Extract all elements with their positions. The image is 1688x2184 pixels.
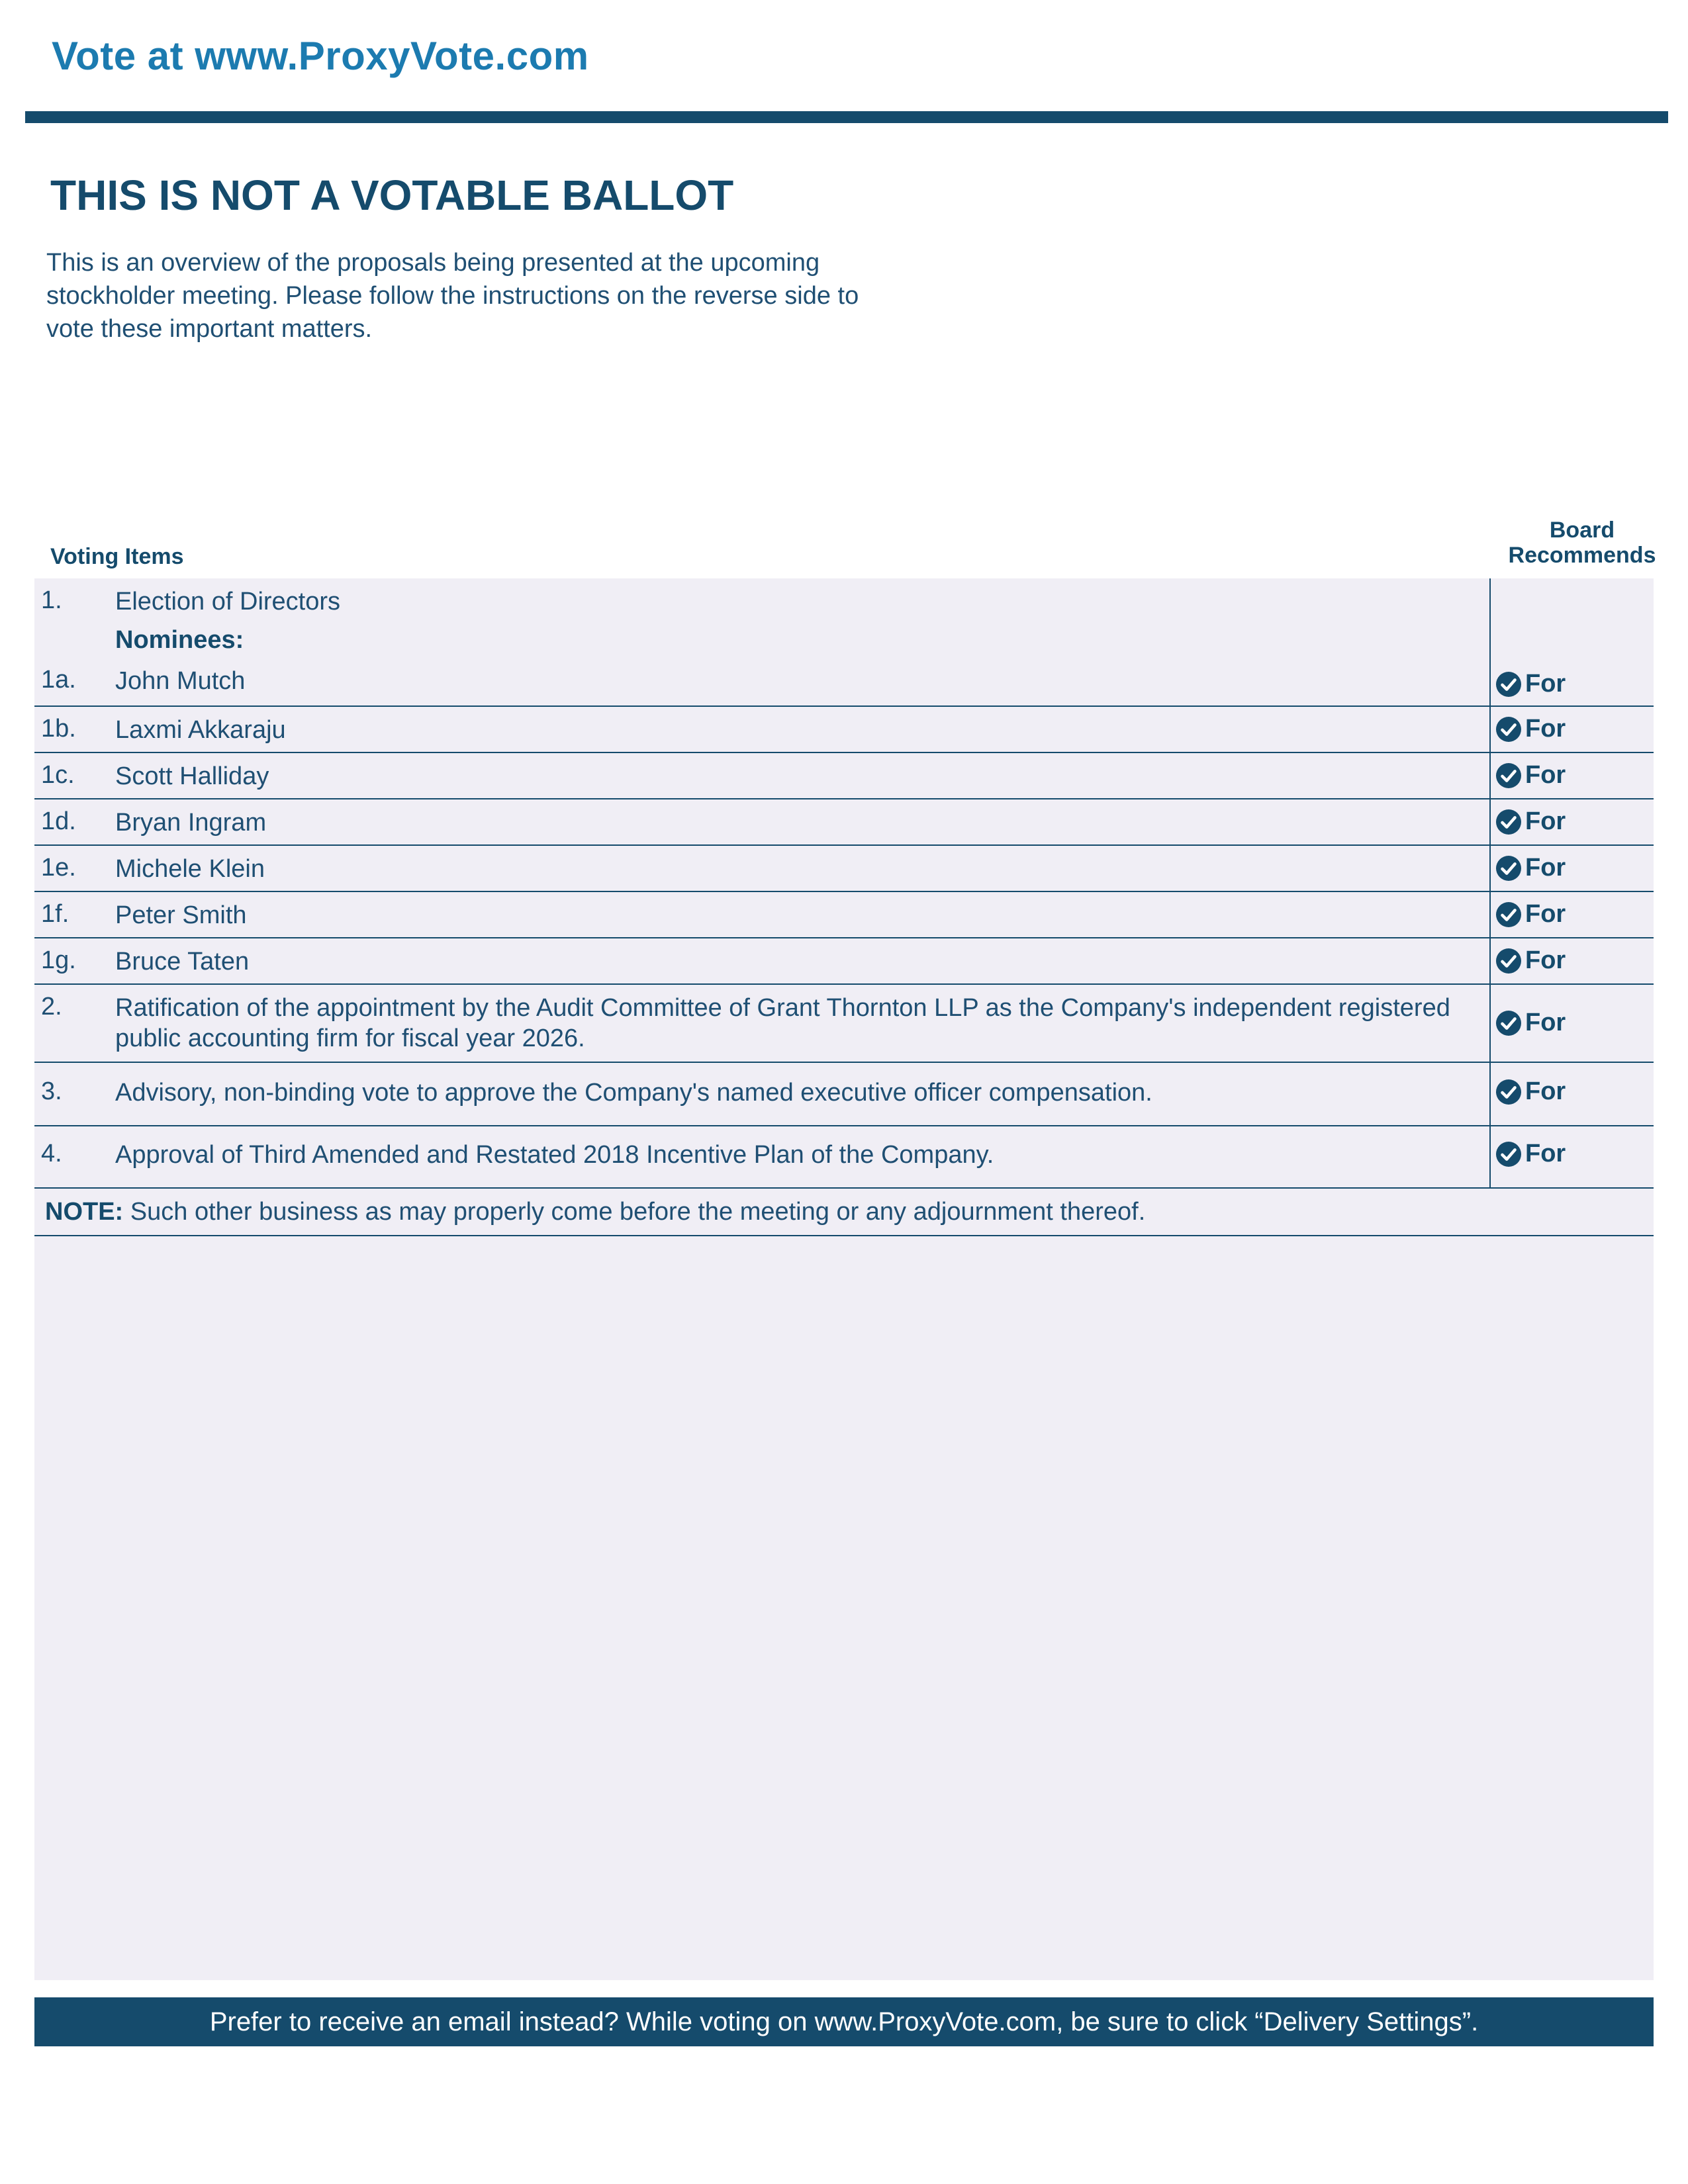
item-text: Bryan Ingram	[115, 809, 267, 837]
recommendation: For	[1496, 670, 1566, 698]
board-recommends-header	[1483, 518, 1681, 568]
item-text: John Mutch	[115, 667, 246, 695]
item-text: Peter Smith	[115, 901, 247, 929]
item-text: Approval of Third Amended and Restated 2018 Incentive Plan of the Company.	[115, 1141, 994, 1169]
check-circle-icon	[1496, 1142, 1521, 1167]
item-number: 1g.	[41, 946, 76, 974]
item-text: Laxmi Akkaraju	[115, 716, 286, 744]
item-number: 1c.	[41, 761, 75, 789]
check-circle-icon	[1496, 1011, 1521, 1036]
recommendation: For	[1496, 1009, 1566, 1037]
item-number: 1f.	[41, 900, 70, 928]
check-circle-icon	[1496, 1079, 1521, 1105]
item-number: 1a.	[41, 666, 76, 694]
recommendation: For	[1496, 900, 1566, 929]
item-text: Scott Halliday	[115, 762, 269, 790]
check-circle-icon	[1496, 948, 1521, 974]
row-divider	[34, 1125, 1654, 1126]
nominees-label: Nominees:	[115, 626, 244, 654]
note-divider	[34, 1235, 1654, 1236]
item-number: 1d.	[41, 807, 76, 835]
item-text: Ratification of the appointment by the Audit Committee of Grant Thornton LLP as the Company's independent registered public accounting firm for fiscal year 2026.	[115, 994, 1450, 1052]
item-text: Bruce Taten	[115, 948, 250, 976]
item-number: 2.	[41, 993, 62, 1021]
note-label: NOTE:	[45, 1198, 124, 1226]
item-number: 1.	[41, 586, 62, 614]
row-divider	[34, 1187, 1654, 1189]
row-divider	[34, 937, 1654, 938]
column-divider	[1489, 578, 1491, 1189]
recommendation: For	[1496, 946, 1566, 975]
recommendation: For	[1496, 715, 1566, 743]
item-number: 4.	[41, 1140, 62, 1167]
check-circle-icon	[1496, 902, 1521, 927]
item-text: Election of Directors	[115, 588, 341, 615]
note-body: Such other business as may properly come before the meeting or any adjournment thereof.	[123, 1198, 1146, 1226]
check-circle-icon	[1496, 717, 1521, 742]
check-circle-icon	[1496, 672, 1521, 697]
header-rule	[25, 111, 1668, 123]
item-number: 1b.	[41, 715, 76, 743]
note-text	[45, 1198, 1145, 1226]
footer-banner	[34, 1997, 1654, 2046]
item-text: Advisory, non-binding vote to approve the Company's named executive officer compensation.	[115, 1079, 1152, 1107]
recommends-label: Recommends	[1508, 543, 1656, 568]
item-number: 1e.	[41, 854, 76, 882]
row-divider	[34, 891, 1654, 892]
recommendation: For	[1496, 854, 1566, 882]
row-divider	[34, 844, 1654, 846]
check-circle-icon	[1496, 809, 1521, 835]
row-divider	[34, 1062, 1654, 1063]
recommendation: For	[1496, 1077, 1566, 1106]
recommendation: For	[1496, 761, 1566, 790]
item-number: 3.	[41, 1077, 62, 1105]
footer-text: Prefer to receive an email instead? While voting on www.ProxyVote.com, be sure to click “Delivery Settings”.	[209, 2007, 1479, 2036]
voting-items-header: Voting Items	[50, 544, 184, 569]
recommendation: For	[1496, 807, 1566, 836]
item-text: Michele Klein	[115, 855, 265, 883]
row-divider	[34, 798, 1654, 799]
recommendation: For	[1496, 1140, 1566, 1168]
row-divider	[34, 983, 1654, 985]
intro-text: This is an overview of the proposals being presented at the upcoming stockholder meeting. Please follow the instructions on the reverse side to vote these important matters.	[46, 249, 859, 343]
row-divider	[34, 705, 1654, 707]
page-title: THIS IS NOT A VOTABLE BALLOT	[50, 171, 734, 219]
check-circle-icon	[1496, 763, 1521, 788]
vote-link[interactable]: Vote at www.ProxyVote.com	[52, 34, 589, 78]
row-divider	[34, 752, 1654, 753]
board-label: Board	[1549, 518, 1615, 543]
check-circle-icon	[1496, 856, 1521, 881]
